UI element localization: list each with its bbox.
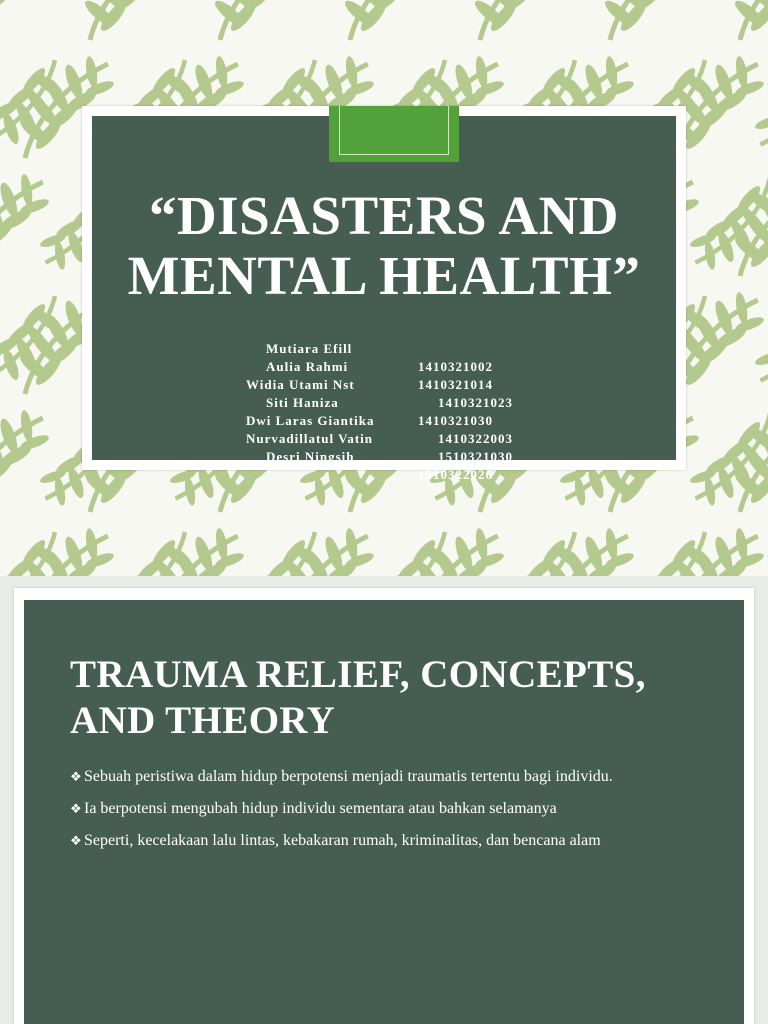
- member-nim: 1410321014: [418, 377, 493, 392]
- list-item: [70, 766, 726, 788]
- member-nim: 1510321030: [438, 449, 513, 464]
- title-line-2: MENTAL HEALTH”: [127, 245, 641, 306]
- diamond-bullet-icon: ❖: [70, 833, 82, 848]
- member-name: Siti Haniza: [266, 395, 339, 410]
- bullet-text: Seperti, kecelakaan lalu lintas, kebakaran rumah, kriminalitas, dan bencana alam: [84, 832, 601, 849]
- member-nim: 1410321023: [438, 395, 513, 410]
- member-name: Dwi Laras Giantika: [246, 413, 375, 428]
- list-item: [70, 798, 726, 820]
- slide-title-line-1: TRAUMA RELIEF, CONCEPTS,: [70, 653, 646, 696]
- member-name: Desri Ningsih: [266, 449, 355, 464]
- bullet-text: Ia berpotensi mengubah hidup individu sementara atau bahkan selamanya: [84, 800, 557, 817]
- member-nim: 1410321002: [418, 359, 493, 374]
- presentation-title: [92, 186, 676, 306]
- list-item: [70, 830, 726, 852]
- member-name: Aulia Rahmi: [266, 359, 349, 374]
- member-nim: 1510322026: [418, 467, 493, 482]
- member-name: Nurvadillatul Vatin: [246, 431, 374, 446]
- member-nim: 1410322003: [438, 431, 513, 446]
- content-slide: [14, 588, 754, 1024]
- title-line-1: “DISASTERS AND: [148, 185, 620, 246]
- member-list: [246, 322, 546, 482]
- diamond-bullet-icon: ❖: [70, 769, 82, 784]
- member-name: Mutiara Efill: [266, 341, 353, 356]
- slide-title-line-2: AND THEORY: [70, 699, 336, 742]
- bullet-text: Sebuah peristiwa dalam hidup berpotensi menjadi traumatis tertentu bagi individu.: [84, 768, 613, 785]
- member-name: Widia Utami Nst: [246, 377, 355, 392]
- bullet-list: [70, 766, 726, 862]
- diamond-bullet-icon: ❖: [70, 801, 82, 816]
- member-nim: 1410321030: [418, 413, 493, 428]
- accent-tab: [329, 106, 459, 162]
- title-frame: [82, 106, 686, 482]
- title-panel: [92, 116, 676, 482]
- slide-title: [70, 652, 720, 744]
- content-panel: [24, 600, 744, 1024]
